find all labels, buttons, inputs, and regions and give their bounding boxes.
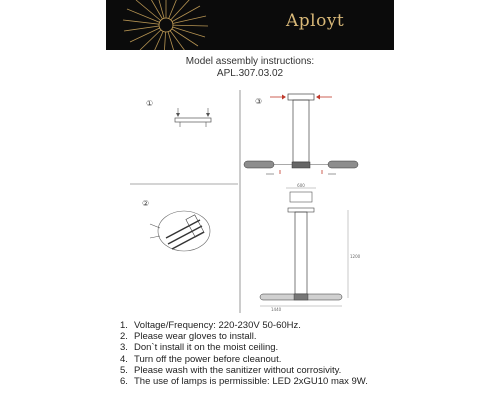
assembly-diagram	[120, 88, 380, 313]
dimension-drawing	[260, 183, 361, 312]
step-2-label: ②	[142, 199, 150, 208]
list-item: 1. Voltage/Frequency: 220-230V 50-60Hz.	[120, 320, 301, 331]
ceiling-bracket-illustration	[175, 108, 211, 127]
list-item: 4. Turn off the power before cleanout.	[120, 353, 282, 365]
step-3-label: ③	[255, 97, 263, 106]
list-item: 2. Please wear gloves to install.	[120, 331, 257, 343]
brand-banner	[106, 0, 394, 50]
instructions-list	[120, 320, 368, 387]
base-width-label: 1440	[271, 307, 282, 312]
wiring-connection-illustration	[150, 211, 210, 251]
top-width-label: 600	[297, 183, 305, 188]
list-item: 6. The use of lamps is permissible: LED 2xGU10 max 9W.	[120, 376, 368, 388]
page-title: Model assembly instructions:	[185, 56, 315, 67]
list-item: 3. Don`t install it on the moist ceiling.	[120, 342, 279, 354]
list-item: 5. Please wash with the sanitizer without corrosivity.	[120, 364, 342, 376]
brand-name: Aployt	[286, 11, 345, 31]
sunburst-logo-icon	[106, 0, 394, 50]
model-number: APL.307.03.02	[216, 68, 284, 79]
step-1-label: ①	[146, 99, 154, 108]
height-label: 1200	[350, 254, 361, 259]
lamp-assembly-illustration	[244, 94, 358, 174]
